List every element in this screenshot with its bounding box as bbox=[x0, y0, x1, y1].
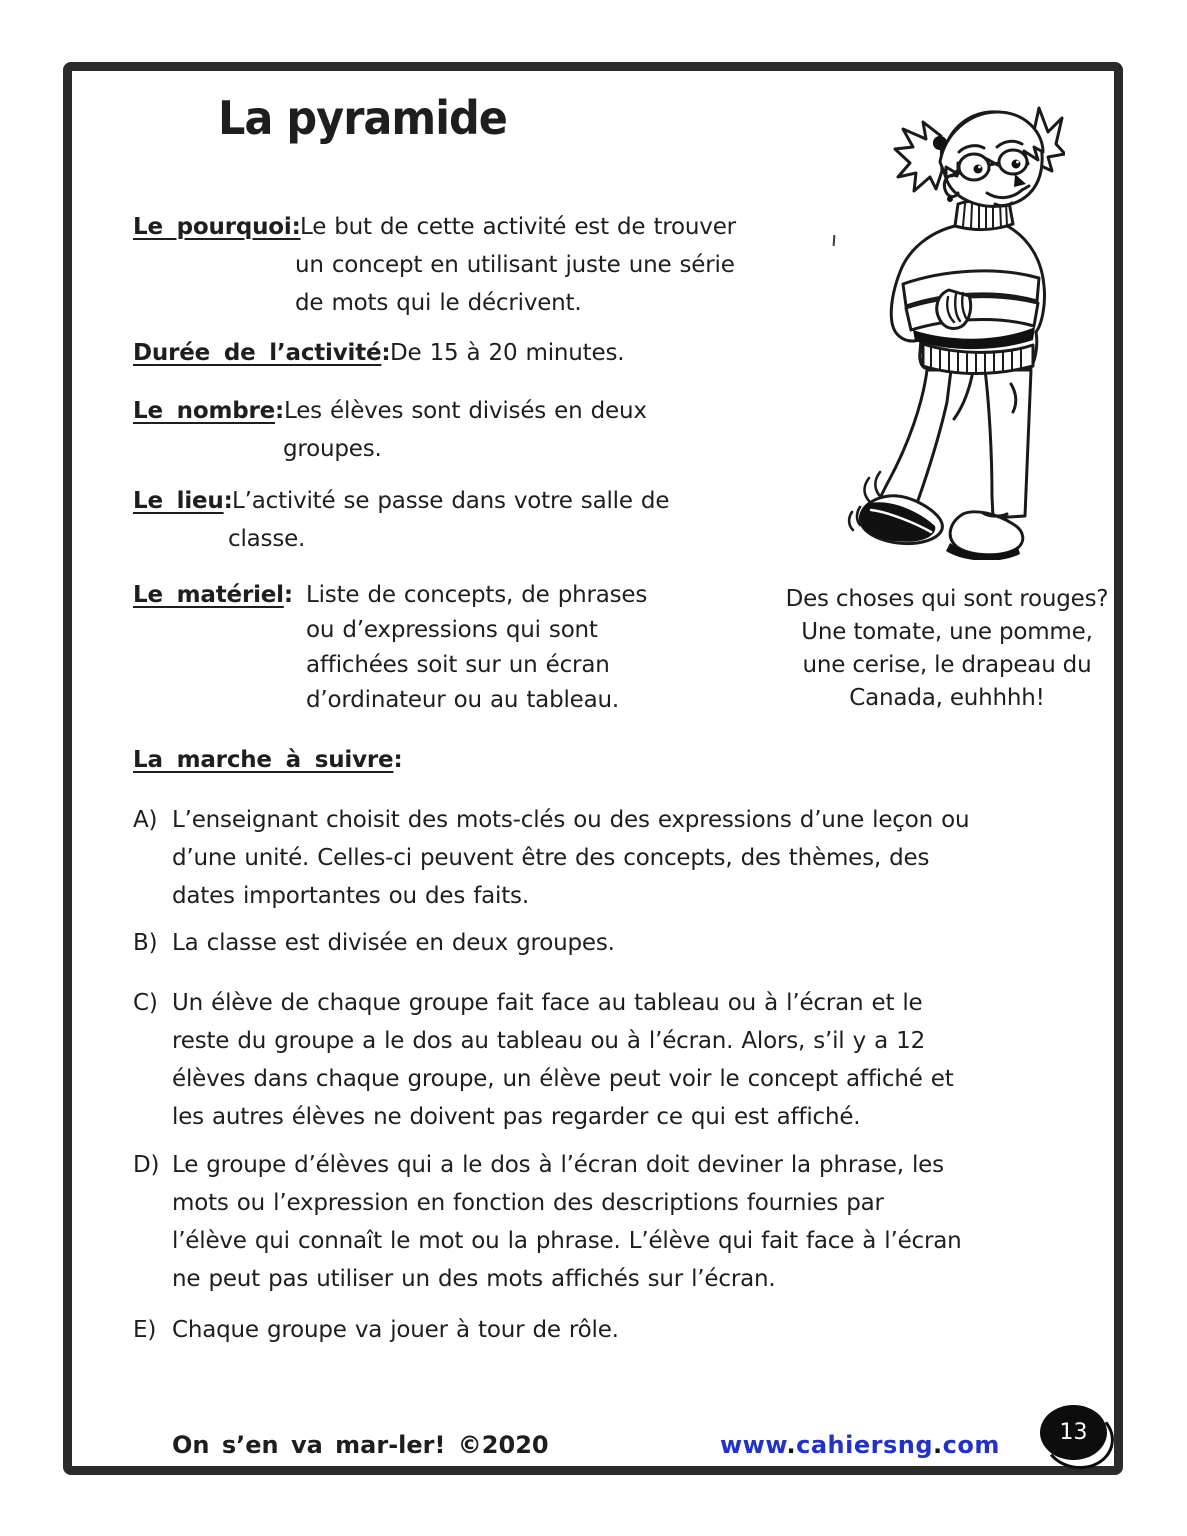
section-nombre-label: Le nombre: bbox=[133, 398, 285, 424]
motion-arc-3 bbox=[849, 512, 853, 530]
leg-right bbox=[985, 370, 1031, 518]
step-b-line1: La classe est divisée en deux groupes. bbox=[172, 930, 615, 956]
section-materiel-line2: ou d’expressions qui sont bbox=[306, 617, 598, 643]
step-a-line1: L’enseignant choisit des mots-clés ou des expressions d’une leçon ou bbox=[172, 807, 970, 833]
section-materiel-line1: Liste de concepts, de phrases bbox=[306, 582, 648, 608]
section-pourquoi-line1: Le but de cette activité est de trouver bbox=[300, 214, 736, 240]
pupil-right bbox=[1012, 160, 1021, 169]
step-d-line4: ne peut pas utiliser un des mots affichés sur l’écran. bbox=[172, 1266, 776, 1292]
step-b-letter: B) bbox=[133, 930, 158, 956]
illustration-caption bbox=[727, 583, 1167, 715]
step-c-line3: élèves dans chaque groupe, un élève peut voir le concept affiché et bbox=[172, 1066, 954, 1092]
scan-artifact-mark bbox=[833, 235, 836, 246]
section-materiel-line3: affichées soit sur un écran bbox=[306, 652, 610, 678]
footer-brand: On s’en va mar-ler! ©2020 bbox=[172, 1431, 549, 1459]
section-marche-label: La marche à suivre: bbox=[133, 747, 403, 773]
step-d-line2: mots ou l’expression en fonction des descriptions fournies par bbox=[172, 1190, 884, 1216]
step-c-line1: Un élève de chaque groupe fait face au tableau ou à l’écran et le bbox=[172, 990, 923, 1016]
girl-illustration bbox=[845, 100, 1065, 560]
section-lieu-label: Le lieu: bbox=[133, 488, 233, 514]
page-number-badge bbox=[1040, 1405, 1107, 1460]
section-materiel-label: Le matériel: bbox=[133, 582, 293, 608]
page-number: 13 bbox=[1059, 1420, 1088, 1445]
step-d-line3: l’élève qui connaît le mot ou la phrase. L’élève qui fait face à l’écran bbox=[172, 1228, 962, 1254]
motion-arc-1 bbox=[865, 478, 870, 501]
section-pourquoi-line3: de mots qui le décrivent. bbox=[295, 290, 582, 316]
step-e-line1: Chaque groupe va jouer à tour de rôle. bbox=[172, 1317, 619, 1343]
pants-seam bbox=[954, 371, 973, 419]
caption-line: Une tomate, une pomme, bbox=[801, 619, 1093, 645]
caption-line: une cerise, le drapeau du bbox=[802, 652, 1092, 678]
caption-line: Canada, euhhhh! bbox=[849, 685, 1045, 711]
section-materiel-line4: d’ordinateur ou au tableau. bbox=[306, 687, 619, 713]
section-nombre-line1: Les élèves sont divisés en deux bbox=[284, 398, 647, 424]
step-d-letter: D) bbox=[133, 1152, 160, 1178]
leg-left bbox=[879, 370, 951, 514]
earring bbox=[947, 196, 953, 202]
step-a-line2: d’une unité. Celles-ci peuvent être des concepts, des thèmes, des bbox=[172, 845, 930, 871]
step-c-line4: les autres élèves ne doivent pas regarder ce qui est affiché. bbox=[172, 1104, 861, 1130]
step-a-line3: dates importantes ou des faits. bbox=[172, 883, 529, 909]
step-c-line2: reste du groupe a le dos au tableau ou à l’écran. Alors, s’il y a 12 bbox=[172, 1028, 925, 1054]
section-lieu-line1: L’activité se passe dans votre salle de bbox=[232, 488, 670, 514]
motion-arc-2 bbox=[875, 472, 880, 495]
page-title: La pyramide bbox=[218, 92, 507, 146]
pigtail-left bbox=[895, 122, 942, 191]
footer-url-link[interactable]: www.cahiersng.com bbox=[720, 1431, 1000, 1459]
step-a-letter: A) bbox=[133, 807, 158, 833]
section-duree-label: Durée de l’activité: bbox=[133, 340, 391, 366]
step-e-letter: E) bbox=[133, 1317, 157, 1343]
step-d-line1: Le groupe d’élèves qui a le dos à l’écran doit deviner la phrase, les bbox=[172, 1152, 944, 1178]
hair-tie bbox=[933, 136, 947, 150]
worksheet-page bbox=[63, 62, 1123, 1475]
glasses-bridge bbox=[989, 163, 999, 165]
section-lieu-line2: classe. bbox=[228, 526, 306, 552]
caption-line: Des choses qui sont rouges? bbox=[785, 586, 1109, 612]
section-nombre-line2: groupes. bbox=[283, 436, 382, 462]
pupil-left bbox=[974, 165, 983, 174]
section-pourquoi-label: Le pourquoi: bbox=[133, 214, 301, 240]
section-duree-text: De 15 à 20 minutes. bbox=[390, 340, 625, 366]
section-pourquoi-line2: un concept en utilisant juste une série bbox=[295, 252, 735, 278]
step-c-letter: C) bbox=[133, 990, 158, 1016]
